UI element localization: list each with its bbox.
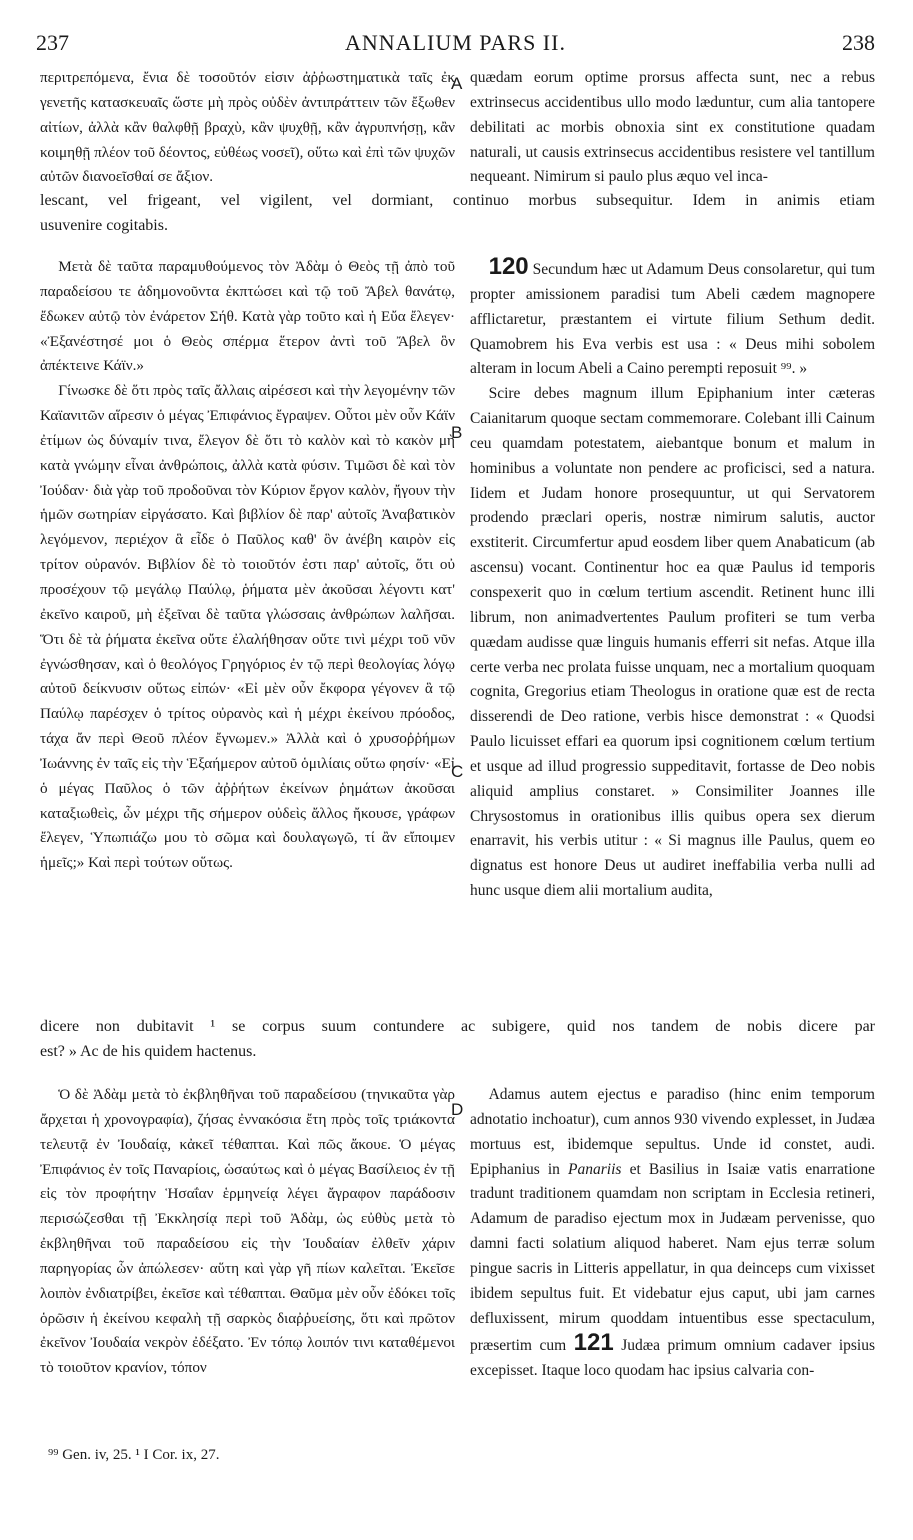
greek-column-block2 (40, 255, 455, 1013)
greek-paragraph: περιτρεπόμενα, ἔνια δὲ τοσοῦτόν εἰσιν ἀῤῥωστηματικὰ ταῖς ἐκ γενετῆς κατασκευαῖς ὥστε μὴ πρὸς οὐδὲν ἀντιπράττειν τῶν ἔξωθεν αἰτίων, ἀλλὰ κἂν θαλφθῇ βραχὺ, κἂν ψυχθῇ, κἂν ἀγρυπνήσῃ, κἂν κοιμηθῇ πλέον τοῦ δέοντος, εὐθέως νοσεῖ), οὕτω καὶ ἐπὶ τῶν ψυχῶν αὐτῶν διανοεῖσθαί σε ἄξιον. (40, 69, 455, 186)
footnotes: ⁹⁹ Gen. iv, 25. ¹ I Cor. ix, 27. (48, 1447, 220, 1463)
latin-text: Adamus autem ejectus e paradiso (hinc enim temporum adnotatio inchoatur), cum annos 930 vivendo explesset, in Judæa mortuus est, ibidemque sepultus. Unde id constet, audi. Epiphanius in (470, 1086, 875, 1178)
greek-column-block3 (40, 1083, 455, 1423)
full-width-text-block2 (40, 1014, 875, 1064)
latin-paragraph: quædam eorum optime prorsus affecta sunt, nec a rebus extrinsecus accidentibus ullo modo læduntur, cum alia tantopere debilitati ac morbis obnoxia sint ex constitutione quadam naturali, ut causis extrinsecus accidentibus resistere vel tantillum nequeant. Nimirum si paulo plus æquo vel inca- (470, 69, 875, 186)
greek-paragraph: Γίνωσκε δὲ ὅτι πρὸς ταῖς ἄλλαις αἱρέσεσι καὶ τὴν λεγομένην τῶν Καϊανιτῶν αἵρεσιν ὁ μέγας Ἐπιφάνιος ἔγραψεν. Οὗτοι μὲν οὖν Κάϊν ἐτίμων ὡς δύναμίν τινα, ἔλεγον δὲ ὅτι τὸ καλὸν καὶ τὸ κακὸν μὴ κατὰ γνώμην εἶναι ἀνθρώποις, ἀλλὰ κατὰ φύσιν. Τιμῶσι δὲ καὶ τὸν Ἰούδαν· διὰ γὰρ τοῦ προδοῦναι τὸν Κύριον ἔργον καλὸν, ἤγουν τὴν ἡμῶν σωτηρίαν εἰργάσατο. Καὶ βιβλίον δὲ παρ' αὐτοῖς Ἀναβατικὸν λεγόμενον, περιέχον ἃ εἶδε ὁ Παῦλος καθ' ὃν ἀνέβη καιρὸν εἰς τρίτον οὐρανόν. Βιβλίον δὲ τὸ τοιοῦτόν ἐστι παρ' αὐτοῖς, ὅτι οὐ προσέχουν τῷ μεγάλῳ Παύλῳ, ῥήματα μὲν ἀκοῦσαι λέγοντι κατ' ἐκεῖνο καιροῦ, μὴ ἐξεῖναι δὲ ταῦτα γλώσσαις ἀνθρώπων λαλῆσαι. Ὅτι δὲ τὰ ῥήματα ἐκεῖνα οὔτε ἐλαλήθησαν οὔτε τινὶ μέχρι τοῦ νῦν ἐγνώσθησαν, καὶ ὁ θεολόγος Γρηγόριος ἐν τῷ περὶ θεολογίας λόγῳ αὐτοῦ δείκνυσιν οὕτως εἰπών· «Εἰ μὲν οὖν ἔκφορα γέγονεν ἃ τῷ Παύλῳ παρέσχεν ὁ τρίτος οὐρανὸς καὶ ἡ μέχρι ἐκείνου πρόοδος, τάχα ἄν περὶ Θεοῦ πλέον ἔγνωμεν.» Ἀλλὰ καὶ ὁ χρυσοῤῥήμων Ἰωάννης ἐν ταῖς εἰς τὴν Ἑξαήμερον αὐτοῦ ὁμιλίαις οὕτω φησίν· «Εἰ ὁ μέγας Παῦλος ὁ τῶν ἀῤῥήτων ἐκείνων ῥημάτων ἀκοῦσαι καταξιωθεὶς, ὧν μέχρι τῆς σήμερον οὐδεὶς ἄλλος ἤκουσε, γράφων ἔλεγεν, Ὑπωπιάζω μου τὸ σῶμα καὶ δουλαγωγῶ, τί ἂν εἴποιμεν ἡμεῖς;» Καὶ περὶ τούτων οὕτως. (40, 382, 455, 872)
full-width-line: usuvenire cogitabis. (40, 217, 168, 234)
latin-paragraph: Scire debes magnum illum Epiphanium inter cæteras Caianitarum quoque sectam commemorare. Colebant illi Cainum ceu quamdam potestatem, aiebantque bonum et malum in hominibus a voluntate non pendere ac proficisci, sed a natura. Iidem et Judam honore prosequuntur, ut qui Servatorem prodendo præclari operis, nostræ nimirum salutis, auctor exstiterit. Circumfertur apud eosdem liber quem Anabaticum (ab ascensu) vocant. Continentur hoc ea quæ Paulus id temporis conspexerit quo in cœlum tertium ascendit. Retinent hunc illi librum, non animadvertentes Paulum profiteri se tum verba quædam audisse quæ linguis humanis efferri sit nefas. Atque illa certe verba nec prolata fuisse unquam, nec a mortalium quoquam cognita, Gregorius etiam Theologus in oratione quæ est de recta disserendi de Deo ratione, verbis hisce demonstrat : « Quodsi Paulo licuisset effari ea quorum ipsi cognitionem cœlum tertium et usque ad illud progressio suppeditavit, fortasse de Deo nobis aliquid amplius constaret. » Consimiliter Joannes ille Chrysostomus in orationibus illis quibus opera sex dierum enarravit, his verbis utitur : « Si magnus ille Paulus, quem eo dignatus est honore Deus ut audiret ineffabilia verba nulli ad hunc usque diem alii mortalium audita, (470, 385, 875, 900)
running-title: ANNALIUM PARS II. (345, 30, 566, 55)
latin-text: Judæa primum omnium cadaver ipsius excepisset. Itaque loco quodam hac ipsius calvaria con- (470, 1337, 876, 1380)
latin-column-block3 (470, 1083, 875, 1423)
work-title: Panariis (568, 1160, 622, 1178)
full-width-line: lescant, vel frigeant, vel vigilent, vel dormiant, continuo morbus subsequitur. Idem in animis etiam (40, 192, 875, 209)
greek-paragraph: Μετὰ δὲ ταῦτα παραμυθούμενος τὸν Ἀδὰμ ὁ Θεὸς τῇ ἀπὸ τοῦ παραδείσου τε ἀδημονοῦντα ἐκπτώσει καὶ τῷ τοῦ Ἄβελ θανάτῳ, ἔδωκεν αὐτῷ τὸν ἐνάρετον Σήθ. Κατὰ γὰρ τοῦτο καὶ ἡ Εὔα ἔλεγεν· «Ἐξανέστησέ μοι ὁ Θεὸς σπέρμα ἕτερον ἀντὶ τοῦ Ἄβελ ὃν ἀπέκτεινε Κάϊν.» (40, 258, 455, 375)
right-page-number: 238 (842, 30, 875, 55)
margin-letter-b: B (451, 423, 463, 442)
section-number: 121 (573, 1329, 614, 1357)
section-number: 120 (488, 253, 529, 280)
latin-text: et Basilius in Isaiæ vatis enarratione tradunt traditionem quamdam non scriptam in Ecclesia retineri, Adamum de paradiso ejectum mox in Judæam pervenisse, quo damni facti solatium aliquod haberet. Nam ejus terræ solum pingue sacris in Litteris appellatur, in qua deinceps cum vixisset ibidem sepultus fuit. Et videbatur ejus caput, ubi jam carnes defluxissent, mirum quoddam intuentibus esse spectaculum, præsertim cum (470, 1160, 876, 1355)
greek-paragraph: Ὁ δὲ Ἀδὰμ μετὰ τὸ ἐκβληθῆναι τοῦ παραδείσου (τηνικαῦτα γὰρ ἄρχεται ἡ χρονογραφία), ζήσας ἐννακόσια ἔτη πρὸς τοῖς τριάκοντα τελευτᾷ ἐν Ἰουδαίᾳ, κἀκεῖ τέθαπται. Καὶ πῶς ἄκουε. Ὁ μέγας Ἐπιφάνιος ἐν τοῖς Παναρίοις, ὡσαύτως καὶ ὁ μέγας Βασίλειος ἐν τῇ εἰς τὸν προφήτην Ἡσαΐαν ἑρμηνείᾳ λέγει ἄγραφον παράδοσιν περισώζεσθαι τῇ Ἐκκλησίᾳ περὶ τοῦ Ἀδὰμ, ὡς εὐθὺς μετὰ τὸ ἐκβληθῆναι τοῦ παραδείσου εἰς τὴν Ἰουδαίαν ἐλθεῖν χάριν παρηγορίας ὧν ἀπώλεσεν· αὕτη καὶ γὰρ γῆ πίων καλεῖται. Ἐκεῖσε λοιπὸν ἐνδιατρίβει, ἐκεῖσε καὶ τέθαπται. Θαῦμα μὲν οὖν ἐδόκει τοῖς ὁρῶσιν ἡ ἐκείνου κεφαλὴ τῇ σαρκὸς διαῤῥυείσης, ὅτι καὶ πρῶτον ἐκεῖνον Ἰουδαία νεκρὸν ἐδέξατο. Ἐν τόπῳ λοιπόν τινι καταθέμενοι τὸ τοιοῦτον κρανίον, τόπον (40, 1086, 455, 1377)
full-width-line: dicere non dubitavit ¹ se corpus suum contundere ac subigere, quid nos tandem de nobis dicere par (40, 1018, 875, 1035)
left-page-number: 237 (36, 30, 69, 55)
full-width-line: est? » Ac de his quidem hactenus. (40, 1043, 257, 1060)
margin-letter-a: A (451, 74, 463, 93)
page-header (36, 30, 875, 64)
latin-paragraph: Secundum hæc ut Adamum Deus consolaretur, qui tum propter amissionem paradisi tum Abeli cædem magnopere afflictaretur, præstantem ei virtute filium Sethum dedit. Quamobrem his Eva verbis est usa : « Deus mihi sobolem alteram in locum Abeli a Caino perempti reposuit ⁹⁹. » (470, 261, 875, 378)
margin-letter-c: C (451, 762, 464, 781)
margin-letter-d: D (451, 1100, 464, 1119)
full-width-text-block1 (40, 188, 875, 238)
latin-column-block2 (470, 255, 875, 1013)
